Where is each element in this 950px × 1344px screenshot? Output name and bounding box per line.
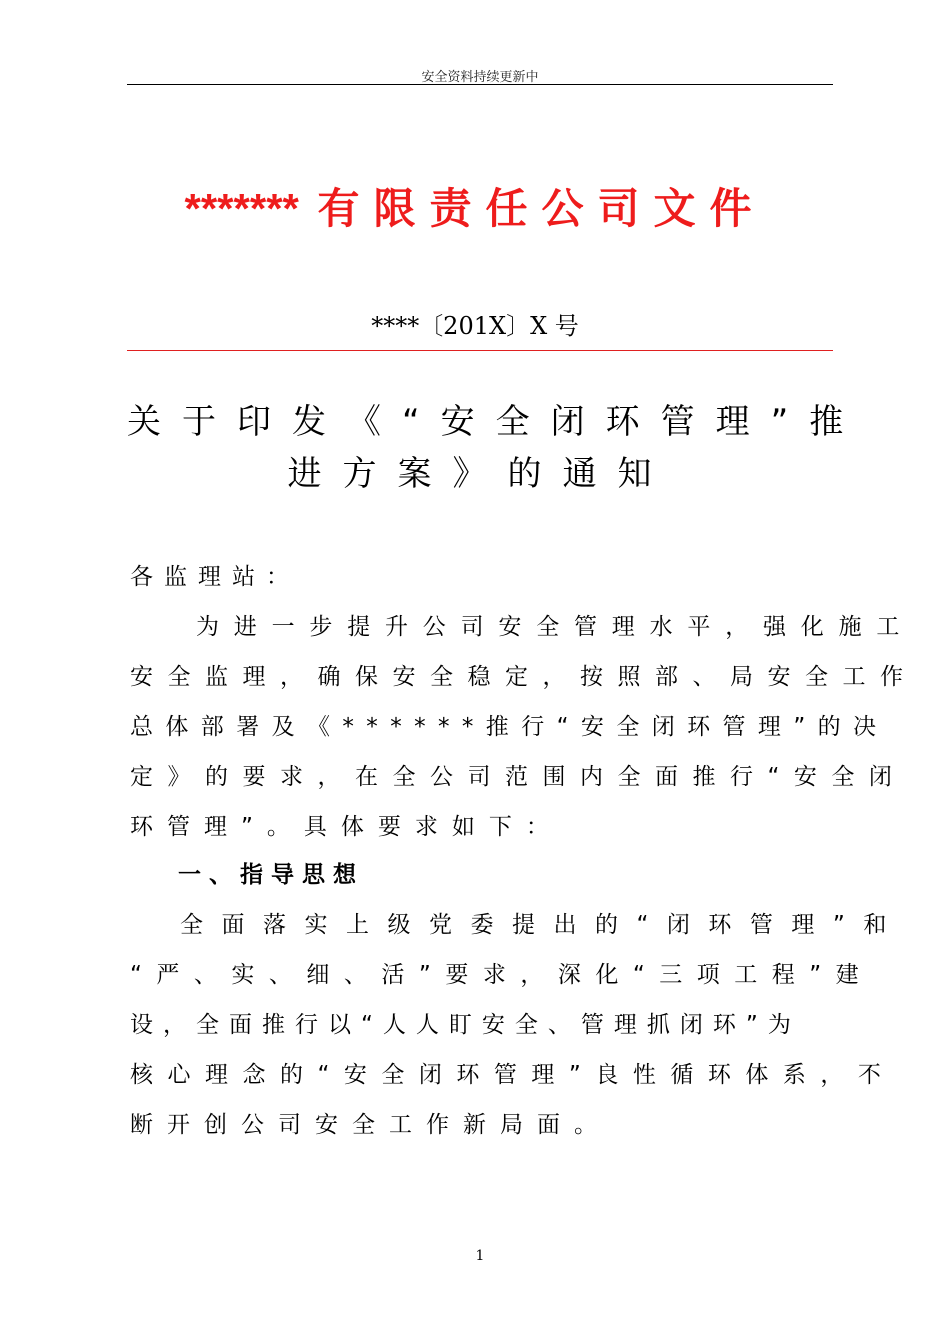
- document-number: ****〔201X〕X 号: [371, 312, 579, 340]
- header-rule: [127, 84, 833, 85]
- notice-title: [127, 396, 865, 500]
- org-title-stars: *******: [184, 185, 299, 232]
- section-heading: 一、指导思想: [178, 862, 364, 888]
- notice-title-line-2: 进方案》的通知: [287, 454, 673, 494]
- paragraph-line-1: 为进一步提升公司安全管理水平，强化施工: [196, 614, 915, 640]
- paragraph-line-3: 总体部署及《******推行“安全闭环管理”的决: [130, 714, 889, 740]
- organization-title: [0, 176, 950, 236]
- paragraph-line-2: 安全监理，确保安全稳定，按照部、局安全工作: [130, 664, 918, 690]
- section-line-1: 全面落实上级党委提出的“闭环管理”和: [180, 912, 905, 938]
- org-title-name: 有限责任公司文件: [317, 184, 766, 233]
- section-line-2: “严、实、细、活”要求，深化“三项工程”建: [130, 962, 874, 988]
- section-line-4: 核心理念的“安全闭环管理”良性循环体系，不: [130, 1062, 896, 1088]
- notice-title-line-1: 关于印发《“安全闭环管理”推: [127, 402, 865, 442]
- salutation: 各监理站：: [130, 564, 300, 590]
- section-line-3: 设，全面推行以“人人盯安全、管理抓闭环”为: [130, 1012, 801, 1038]
- page-number: 1: [475, 1248, 485, 1264]
- page-header-text: 安全资料持续更新中: [421, 70, 539, 85]
- red-divider: [127, 350, 833, 351]
- paragraph-line-4: 定》的要求，在全公司范围内全面推行“安全闭: [130, 764, 907, 790]
- section-line-5: 断开创公司安全工作新局面。: [130, 1112, 611, 1138]
- paragraph-line-5: 环管理”。具体要求如下：: [130, 814, 563, 840]
